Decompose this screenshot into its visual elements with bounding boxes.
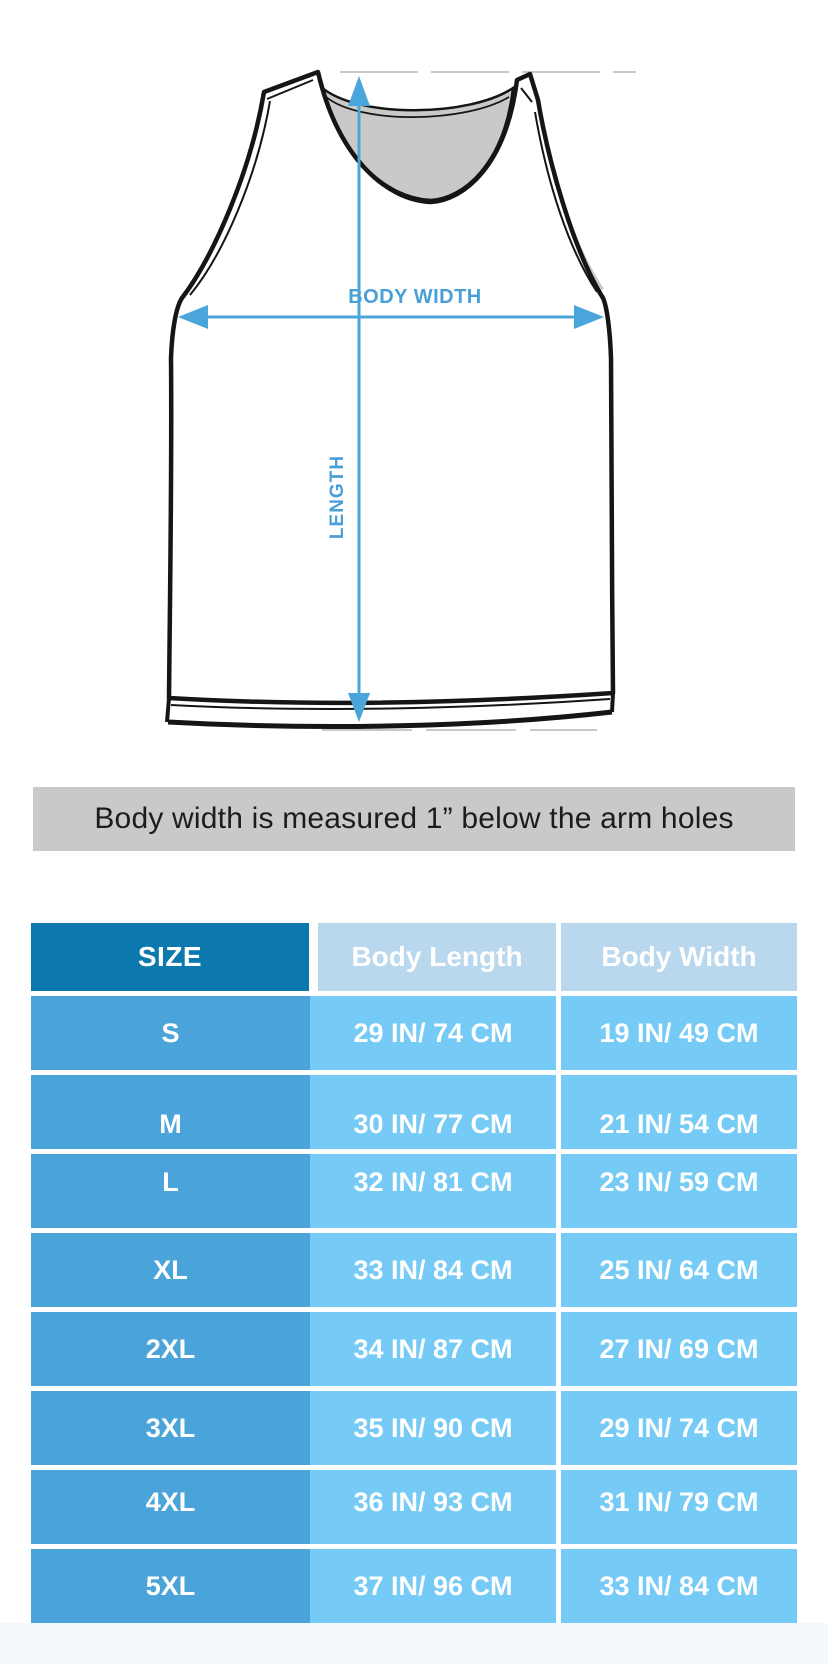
size-label: 5XL [145, 1570, 196, 1601]
tank-top-diagram [0, 0, 828, 770]
size-label: M [159, 1108, 182, 1139]
size-label: 3XL [145, 1412, 196, 1443]
size-cell [31, 1075, 310, 1149]
body-width-cell [561, 1391, 797, 1465]
header-cell-size [31, 923, 309, 991]
size-label: L [162, 1166, 179, 1197]
body-width-cell [561, 1075, 797, 1149]
body-width-value: 25 IN/ 64 CM [599, 1254, 759, 1285]
body-width-value: 33 IN/ 84 CM [599, 1570, 759, 1601]
header-cell-body-length [318, 923, 556, 991]
table-row-4xl [31, 1470, 797, 1544]
body-width-value: 29 IN/ 74 CM [599, 1412, 759, 1443]
size-table-header [31, 923, 797, 991]
body-width-cell [561, 1549, 797, 1623]
body-length-cell [310, 1391, 556, 1465]
body-length-value: 34 IN/ 87 CM [353, 1333, 513, 1364]
header-size-label: SIZE [137, 941, 203, 972]
measurement-note [33, 787, 795, 851]
body-length-cell [310, 996, 556, 1070]
length-label: LENGTH [327, 454, 348, 540]
body-width-value: 27 IN/ 69 CM [599, 1333, 759, 1364]
table-row-l [31, 1154, 797, 1228]
size-cell [31, 996, 310, 1070]
size-cell [31, 1549, 310, 1623]
size-label: 4XL [145, 1486, 196, 1517]
body-width-value: 19 IN/ 49 CM [599, 1017, 759, 1048]
body-length-cell [310, 1470, 556, 1544]
header-body-length-label: Body Length [351, 941, 523, 972]
body-width-cell [561, 996, 797, 1070]
body-width-label: BODY WIDTH [348, 286, 482, 308]
table-row-s [31, 996, 797, 1070]
body-length-value: 33 IN/ 84 CM [353, 1254, 513, 1285]
body-length-cell [310, 1154, 556, 1228]
body-width-value: 23 IN/ 59 CM [599, 1166, 759, 1197]
size-label: 2XL [145, 1333, 196, 1364]
body-width-cell [561, 1154, 797, 1228]
table-row-2xl [31, 1312, 797, 1386]
size-label: XL [153, 1254, 188, 1285]
body-width-value: 21 IN/ 54 CM [599, 1108, 759, 1139]
size-table [31, 923, 797, 1623]
body-length-cell [310, 1549, 556, 1623]
hem-left-edge [167, 698, 169, 722]
table-row-3xl [31, 1391, 797, 1465]
hem-right-edge [612, 693, 613, 712]
body-length-cell [310, 1075, 556, 1149]
body-width-value: 31 IN/ 79 CM [599, 1486, 759, 1517]
size-cell [31, 1233, 310, 1307]
size-cell [31, 1312, 310, 1386]
body-width-cell [561, 1312, 797, 1386]
size-cell [31, 1154, 310, 1228]
body-length-value: 29 IN/ 74 CM [353, 1017, 513, 1048]
header-body-width-label: Body Width [601, 941, 757, 972]
size-label: S [161, 1017, 180, 1048]
table-row-m [31, 1075, 797, 1149]
body-length-value: 37 IN/ 96 CM [353, 1570, 513, 1601]
tank-top-drawing [0, 0, 828, 770]
header-cell-body-width [561, 923, 797, 991]
table-row-5xl [31, 1549, 797, 1623]
body-width-cell [561, 1470, 797, 1544]
measurement-note-text: Body width is measured 1” below the arm holes [94, 802, 734, 835]
body-length-cell [310, 1312, 556, 1386]
body-length-value: 35 IN/ 90 CM [353, 1412, 513, 1443]
body-length-value: 36 IN/ 93 CM [353, 1486, 513, 1517]
body-length-value: 30 IN/ 77 CM [353, 1108, 513, 1139]
body-width-cell [561, 1233, 797, 1307]
size-cell [31, 1470, 310, 1544]
body-length-cell [310, 1233, 556, 1307]
footer-tint [0, 1623, 828, 1664]
hem-bottom-line [168, 712, 612, 727]
table-row-xl [31, 1233, 797, 1307]
size-cell [31, 1391, 310, 1465]
body-length-value: 32 IN/ 81 CM [353, 1166, 513, 1197]
